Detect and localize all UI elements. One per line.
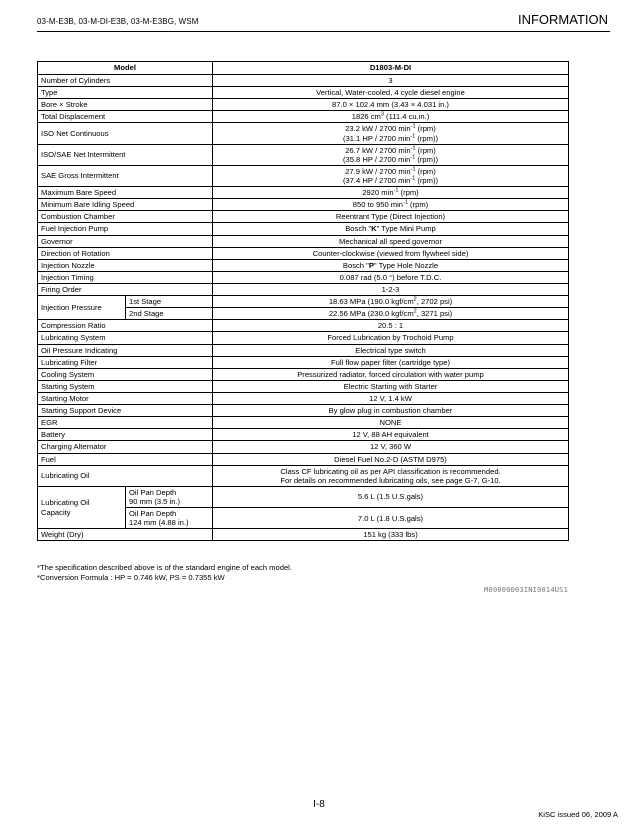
row-label: Combustion Chamber <box>38 211 213 223</box>
header-section-title: INFORMATION <box>517 12 608 27</box>
row-value: Pressurized radiator, forced circulation with water pump <box>213 368 569 380</box>
footnotes <box>37 563 292 584</box>
row-sublabel: Oil Pan Depth 90 mm (3.5 in.) <box>126 486 213 507</box>
row-label: Minimum Bare Idling Speed <box>38 199 213 211</box>
document-code: M00000003INI0014US1 <box>484 586 568 594</box>
row-value: 850 to 950 $\min^{-1} (rpm)$ <box>213 199 569 211</box>
table-header-row <box>38 62 569 75</box>
row-value: Forced Lubrication by Trochoid Pump <box>213 332 569 344</box>
row-value: 18.63 MPa (190.0 kgf/$cm^2$, 2702 psi) <box>213 296 569 308</box>
table-row <box>38 111 569 123</box>
row-value: 12 V, 1.4 kW <box>213 392 569 404</box>
row-value: 12 V, 88 AH equivalent <box>213 429 569 441</box>
row-sublabel: Oil Pan Depth 124 mm (4.88 in.) <box>126 508 213 529</box>
row-label: Battery <box>38 429 213 441</box>
row-label: Type <box>38 87 213 99</box>
table-row <box>38 259 569 271</box>
row-label: Bore × Stroke <box>38 99 213 111</box>
row-label: Lubricating Oil Capacity <box>38 486 126 528</box>
footnote: *Conversion Formula : HP = 0.746 kW, PS = 0.7355 kW <box>37 573 225 583</box>
row-label: Total Displacement <box>38 111 213 123</box>
table-row <box>38 211 569 223</box>
row-label: Lubricating Oil <box>38 465 213 486</box>
table-row <box>38 144 569 165</box>
table-row <box>38 87 569 99</box>
table-row <box>38 332 569 344</box>
row-label: Injection Nozzle <box>38 259 213 271</box>
row-label: Starting System <box>38 380 213 392</box>
footnote: *The specification described above is of the standard engine of each model. <box>37 563 292 572</box>
table-row <box>38 429 569 441</box>
row-label: Fuel <box>38 453 213 465</box>
row-label: Charging Alternator <box>38 441 213 453</box>
row-label: SAE Gross Intermittent <box>38 165 213 186</box>
row-value: 1-2-3 <box>213 283 569 295</box>
row-label: Direction of Rotation <box>38 247 213 259</box>
row-sublabel: 2nd Stage <box>126 308 213 320</box>
table-row <box>38 296 569 308</box>
row-value: 23.2 kW / 2700 $\min^{-1} (rpm)$ (31.1 HP / 2700 $\min^{-1} (rpm)$) <box>213 123 569 144</box>
row-label: Weight (Dry) <box>38 529 213 541</box>
row-value: Reentrant Type (Direct Injection) <box>213 211 569 223</box>
row-sublabel: 1st Stage <box>126 296 213 308</box>
issue-info: KiSC issued 06, 2009 A <box>538 810 618 819</box>
row-label: Injection Pressure <box>38 296 126 320</box>
table-row <box>38 405 569 417</box>
row-value: 20.5 : 1 <box>213 320 569 332</box>
row-value: 5.6 L (1.5 U.S.gals) <box>213 486 569 507</box>
row-value: 1826 $cm^3$ (111.4 cu.in.) <box>213 111 569 123</box>
row-value: 151 kg (333 lbs) <box>213 529 569 541</box>
row-value: Vertical, Water-cooled, 4 cycle diesel engine <box>213 87 569 99</box>
table-row <box>38 486 569 507</box>
table-row <box>38 356 569 368</box>
header-model: Model <box>38 62 213 75</box>
row-label: Firing Order <box>38 283 213 295</box>
row-label: Lubricating System <box>38 332 213 344</box>
row-value: By glow plug in combustion chamber <box>213 405 569 417</box>
row-value: NONE <box>213 417 569 429</box>
table-row <box>38 465 569 486</box>
row-value: 0.087 rad (5.0 °) before T.D.C. <box>213 271 569 283</box>
table-row <box>38 380 569 392</box>
row-value: 3 <box>213 75 569 87</box>
table-row <box>38 99 569 111</box>
table-row <box>38 392 569 404</box>
row-label: Governor <box>38 235 213 247</box>
table-row <box>38 75 569 87</box>
table-row <box>38 271 569 283</box>
page-number: I-8 <box>313 799 325 810</box>
row-value: 26.7 kW / 2700 $\min^{-1} (rpm)$ (35.8 HP / 2700 $\min^{-1} (rpm)$) <box>213 144 569 165</box>
row-value: 27.9 kW / 2700 $\min^{-1} (rpm)$ (37.4 HP / 2700 $\min^{-1} (rpm)$) <box>213 165 569 186</box>
table-row <box>38 165 569 186</box>
row-label: ISO/SAE Net Intermittent <box>38 144 213 165</box>
table-row <box>38 417 569 429</box>
row-label: EGR <box>38 417 213 429</box>
table-row <box>38 187 569 199</box>
table-row <box>38 123 569 144</box>
table-row <box>38 247 569 259</box>
table-row <box>38 453 569 465</box>
table-row <box>38 529 569 541</box>
row-label: Number of Cylinders <box>38 75 213 87</box>
row-label: Fuel Injection Pump <box>38 223 213 235</box>
table-row <box>38 441 569 453</box>
row-value: 87.0 × 102.4 mm (3.43 × 4.031 in.) <box>213 99 569 111</box>
row-value: 7.0 L (1.8 U.S.gals) <box>213 508 569 529</box>
table-row <box>38 235 569 247</box>
table-row <box>38 320 569 332</box>
row-value: 2920 $\min^{-1} (rpm)$ <box>213 187 569 199</box>
row-value: Electrical type switch <box>213 344 569 356</box>
row-label: Compression Ratio <box>38 320 213 332</box>
row-label: Lubricating Filter <box>38 356 213 368</box>
row-value: 22.56 MPa (230.0 kgf/$cm^2$, 3271 psi) <box>213 308 569 320</box>
header-models: 03-M-E3B, 03-M-DI-E3B, 03-M-E3BG, WSM <box>37 17 199 26</box>
specification-table <box>37 61 569 541</box>
row-label: Oil Pressure Indicating <box>38 344 213 356</box>
row-value: Bosch "K" Type Mini Pump <box>213 223 569 235</box>
table-row <box>38 283 569 295</box>
row-label: Cooling System <box>38 368 213 380</box>
row-value: Full flow paper filter (cartridge type) <box>213 356 569 368</box>
row-value: Class CF lubricating oil as per API classification is recommended. For details on recommended lubricating oils, see page G-7, G-10. <box>213 465 569 486</box>
row-value: 12 V, 360 W <box>213 441 569 453</box>
table-row <box>38 344 569 356</box>
row-label: Starting Motor <box>38 392 213 404</box>
row-value: Bosch "P" Type Hole Nozzle <box>213 259 569 271</box>
row-label: Starting Support Device <box>38 405 213 417</box>
row-value: Electric Starting with Starter <box>213 380 569 392</box>
row-value: Counter-clockwise (viewed from flywheel side) <box>213 247 569 259</box>
row-label: ISO Net Continuous <box>38 123 213 144</box>
table-row <box>38 368 569 380</box>
row-value: Mechanical all speed governor <box>213 235 569 247</box>
table-row <box>38 223 569 235</box>
row-value: Diesel Fuel No.2-D (ASTM D975) <box>213 453 569 465</box>
row-label: Maximum Bare Speed <box>38 187 213 199</box>
header-engine: D1803-M-DI <box>213 62 569 75</box>
table-row <box>38 199 569 211</box>
header-divider <box>37 31 610 32</box>
row-label: Injection Timing <box>38 271 213 283</box>
